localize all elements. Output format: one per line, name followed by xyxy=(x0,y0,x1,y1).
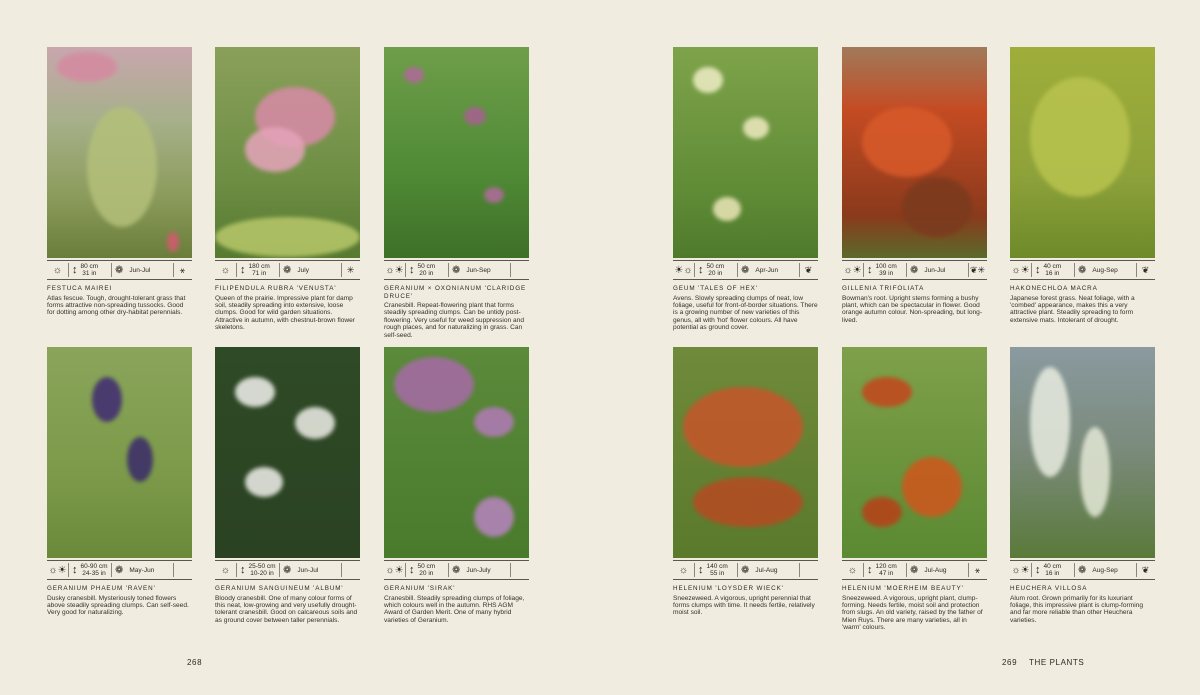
height-in: 20 in xyxy=(708,270,723,277)
extra-icon xyxy=(511,263,528,277)
flower-icon: ❁ xyxy=(1078,264,1087,276)
flower-icon: ❁ xyxy=(452,264,461,276)
plant-photo xyxy=(384,47,529,258)
extra-icon xyxy=(342,563,359,577)
height-cm: 50 cm xyxy=(417,563,436,570)
plant-card xyxy=(842,47,987,324)
plant-photo xyxy=(215,47,360,258)
plant-card xyxy=(47,47,192,317)
flowering-cell xyxy=(738,563,800,577)
plant-name: GERANIUM 'SIRAK' xyxy=(384,585,456,592)
plant-photo xyxy=(1010,347,1155,558)
plant-description: Alum root. Grown primarily for its luxuriant foliage, this impressive plant is clump-forming and far more reliable than other Heuchera varieties. xyxy=(1010,594,1144,624)
flower-icon: ❁ xyxy=(1078,564,1087,576)
flowering-period: Jun-Jul xyxy=(924,266,946,274)
plant-photo xyxy=(384,347,529,558)
height-cm: 100 cm xyxy=(875,263,897,270)
height-arrow-icon: ↕ xyxy=(698,263,704,276)
flowering-cell xyxy=(738,263,800,277)
plant-card xyxy=(1010,47,1155,324)
extra-icon: ⚹ xyxy=(179,264,186,275)
extra-icon: ❦✳ xyxy=(969,264,986,275)
flower-icon: ❁ xyxy=(115,564,124,576)
flowering-period: Jul-Aug xyxy=(755,566,778,574)
sun-icon: ☼☀ xyxy=(384,563,406,577)
flowering-period: Apr-Jun xyxy=(755,266,779,274)
plant-photo xyxy=(673,47,818,258)
plant-description: Queen of the prairie. Impressive plant for damp soil, steadily spreading into extensive, loose clumps. Good for wild garden situations. Attractive in autumn, with chestnut-brown flower skeletons. xyxy=(215,294,355,332)
height-arrow-icon: ↕ xyxy=(1035,563,1041,576)
flowering-period: Aug-Sep xyxy=(1092,266,1118,274)
flowering-cell xyxy=(112,263,174,277)
plant-description: Avens. Slowly spreading clumps of neat, low foliage, useful for front-of-border situations. There is a growing number of new varieties of this genus, all with 'hot' flower colours. All have potential as ground cover. xyxy=(673,294,818,332)
flower-icon: ❁ xyxy=(283,564,292,576)
plant-description: Bloody cranesbill. One of many colour forms of this neat, low-growing and very usefully drought-tolerant cranesbill. Good on calcareous soils and as ground cover between taller perennials. xyxy=(215,594,358,624)
flowering-period: Jun-Jul xyxy=(297,566,319,574)
height-cell xyxy=(1032,563,1075,577)
height-arrow-icon: ↕ xyxy=(240,263,246,276)
height-cm: 50 cm xyxy=(706,263,725,270)
height-arrow-icon: ↕ xyxy=(72,563,78,576)
plant-card xyxy=(215,47,360,332)
plant-name: GERANIUM PHAEUM 'RAVEN' xyxy=(47,585,156,592)
height-arrow-icon: ↕ xyxy=(1035,263,1041,276)
height-in: 16 in xyxy=(1045,270,1060,277)
sun-icon: ☼ xyxy=(842,563,864,577)
height-cell xyxy=(695,563,738,577)
plant-name: GILLENIA TRIFOLIATA xyxy=(842,285,925,292)
sun-icon: ☼ xyxy=(673,563,695,577)
plant-photo xyxy=(673,347,818,558)
flower-icon: ❁ xyxy=(741,564,750,576)
flowering-cell xyxy=(112,563,174,577)
height-cm: 40 cm xyxy=(1043,563,1062,570)
plant-card xyxy=(47,347,192,617)
height-in: 71 in xyxy=(252,270,267,277)
height-arrow-icon: ↕ xyxy=(867,563,873,576)
plant-info-bar xyxy=(673,560,818,580)
flower-icon: ❁ xyxy=(115,264,124,276)
plant-info-bar xyxy=(384,260,529,280)
plant-name: GERANIUM SANGUINEUM 'ALBUM' xyxy=(215,585,344,592)
flowering-cell xyxy=(907,263,969,277)
flower-icon: ❁ xyxy=(283,264,292,276)
plant-photo xyxy=(842,47,987,258)
height-in: 16 in xyxy=(1045,570,1060,577)
height-cell xyxy=(406,563,449,577)
plant-description: Japanese forest grass. Neat foliage, with a 'combed' appearance, makes this a very attractive plant. Steadily spreading to form extensive mats. Intolerant of drought. xyxy=(1010,294,1135,324)
plant-card xyxy=(673,347,818,617)
plant-info-bar xyxy=(215,260,360,280)
plant-name: HEUCHERA VILLOSA xyxy=(1010,585,1088,592)
height-arrow-icon: ↕ xyxy=(867,263,873,276)
height-cm: 60-90 cm xyxy=(80,563,108,570)
plant-description: Cranesbill. Steadily spreading clumps of foliage, which colours well in the autumn. RHS AGM Award of Garden Merit. One of many hybrid varieties of Geranium. xyxy=(384,594,525,624)
plant-card xyxy=(215,347,360,624)
sun-icon: ☼ xyxy=(215,263,237,277)
height-in: 20 in xyxy=(419,570,434,577)
flowering-cell xyxy=(1075,263,1137,277)
plant-info-bar xyxy=(47,260,192,280)
flower-icon: ❁ xyxy=(741,264,750,276)
plant-description: Atlas fescue. Tough, drought-tolerant grass that forms attractive non-spreading tussocks. Good for dotting among other dry-habitat perennials. xyxy=(47,294,186,317)
page-number-right: 269 xyxy=(1002,658,1018,667)
flowering-period: Jun-Sep xyxy=(466,266,491,274)
height-cell xyxy=(1032,263,1075,277)
sun-icon: ☼☀ xyxy=(47,563,69,577)
plant-card xyxy=(384,347,529,624)
flowering-period: Jun-July xyxy=(466,566,491,574)
sun-icon: ☼☀ xyxy=(842,263,864,277)
plant-name: FESTUCA MAIREI xyxy=(47,285,113,292)
extra-icon: ✳ xyxy=(346,264,355,275)
plant-photo xyxy=(47,347,192,558)
plant-card xyxy=(384,47,529,339)
sun-icon: ☼☀ xyxy=(1010,263,1032,277)
flowering-cell xyxy=(907,563,969,577)
height-arrow-icon: ↕ xyxy=(698,563,704,576)
plant-name: FILIPENDULA RUBRA 'VENUSTA' xyxy=(215,285,337,292)
extra-icon: ❦ xyxy=(1141,264,1150,275)
plant-card xyxy=(842,347,987,632)
plant-info-bar xyxy=(1010,560,1155,580)
height-in: 47 in xyxy=(879,570,894,577)
extra-icon: ❦ xyxy=(804,264,813,275)
height-arrow-icon: ↕ xyxy=(72,263,78,276)
height-arrow-icon: ↕ xyxy=(409,263,415,276)
flowering-period: July xyxy=(297,266,309,274)
sun-icon: ☼☀ xyxy=(384,263,406,277)
extra-icon: ❦ xyxy=(1141,564,1150,575)
flowering-cell xyxy=(280,563,342,577)
flowering-cell xyxy=(449,263,511,277)
flowering-cell xyxy=(449,563,511,577)
extra-icon xyxy=(800,563,817,577)
height-cell xyxy=(237,563,280,577)
plant-description: Dusky cranesbill. Mysteriously toned flowers above steadily spreading clumps. Can self-seed. Very good for naturalizing. xyxy=(47,594,189,617)
plant-description: Sneezeweed. A vigorous, upright plant, clump-forming. Needs fertile, moist soil and protection from slugs. An old variety, raised by the father of Mien Ruys. There are many varieties, all in 'warm' colours. xyxy=(842,594,983,632)
plant-photo xyxy=(215,347,360,558)
height-cm: 120 cm xyxy=(875,563,897,570)
height-cell xyxy=(69,263,112,277)
plant-info-bar xyxy=(1010,260,1155,280)
flower-icon: ❁ xyxy=(452,564,461,576)
height-cm: 25-50 cm xyxy=(248,563,276,570)
plant-description: Sneezeweed. A vigorous, upright perennial that forms clumps with time. It needs fertile, relatively moist soil. xyxy=(673,594,815,617)
extra-icon xyxy=(174,563,191,577)
plant-info-bar xyxy=(47,560,192,580)
plant-description: Bowman's root. Upright stems forming a bushy plant, which can be spectacular in flower. Good orange autumn colour. Non-spreading, but long-lived. xyxy=(842,294,983,324)
plant-photo xyxy=(47,47,192,258)
extra-icon xyxy=(511,563,528,577)
plant-info-bar xyxy=(673,260,818,280)
sun-icon: ☀☼ xyxy=(673,263,695,277)
height-cm: 40 cm xyxy=(1043,263,1062,270)
height-arrow-icon: ↕ xyxy=(240,563,246,576)
plant-name: GERANIUM × OXONIANUM 'CLARIDGE DRUCE' xyxy=(384,285,527,300)
height-cm: 140 cm xyxy=(706,563,728,570)
height-in: 39 in xyxy=(879,270,894,277)
height-in: 31 in xyxy=(82,270,97,277)
plant-info-bar xyxy=(842,560,987,580)
flowering-period: Jun-Jul xyxy=(129,266,151,274)
flowering-cell xyxy=(1075,563,1137,577)
height-cell xyxy=(69,563,112,577)
sun-icon: ☼ xyxy=(47,263,69,277)
flowering-period: Jul-Aug xyxy=(924,566,947,574)
page-number-left: 268 xyxy=(187,658,203,667)
plant-name: HELENIUM 'LOYSDER WIECK' xyxy=(673,585,784,592)
height-cell xyxy=(864,263,907,277)
height-in: 20 in xyxy=(419,270,434,277)
height-arrow-icon: ↕ xyxy=(409,563,415,576)
plant-info-bar xyxy=(384,560,529,580)
sun-icon: ☼ xyxy=(215,563,237,577)
flowering-period: Aug-Sep xyxy=(1092,566,1118,574)
height-cm: 80 cm xyxy=(80,263,99,270)
height-cm: 180 cm xyxy=(248,263,270,270)
plant-name: GEUM 'TALES OF HEX' xyxy=(673,285,758,292)
height-cell xyxy=(237,263,280,277)
height-in: 10-20 in xyxy=(250,570,274,577)
flower-icon: ❁ xyxy=(910,264,919,276)
plant-info-bar xyxy=(215,560,360,580)
plant-card xyxy=(1010,347,1155,624)
plant-card xyxy=(673,47,818,332)
height-cell xyxy=(695,263,738,277)
plant-photo xyxy=(1010,47,1155,258)
plant-description: Cranesbill. Repeat-flowering plant that forms steadily spreading clumps. Can be untidy post-flowering. Very useful for weed suppression and rough places, and for naturalizing in grass. Can self-seed. xyxy=(384,302,525,339)
sun-icon: ☼☀ xyxy=(1010,563,1032,577)
height-cm: 50 cm xyxy=(417,263,436,270)
flower-icon: ❁ xyxy=(910,564,919,576)
flowering-cell xyxy=(280,263,342,277)
plant-photo xyxy=(842,347,987,558)
plant-name: HAKONECHLOA MACRA xyxy=(1010,285,1098,292)
plant-info-bar xyxy=(842,260,987,280)
section-title: THE PLANTS xyxy=(1029,658,1085,667)
height-in: 24-35 in xyxy=(82,570,106,577)
extra-icon: ⚹ xyxy=(974,564,981,575)
height-cell xyxy=(406,263,449,277)
height-in: 55 in xyxy=(710,570,725,577)
plant-name: HELENIUM 'MOERHEIM BEAUTY' xyxy=(842,585,964,592)
flowering-period: May-Jun xyxy=(129,566,155,574)
height-cell xyxy=(864,563,907,577)
